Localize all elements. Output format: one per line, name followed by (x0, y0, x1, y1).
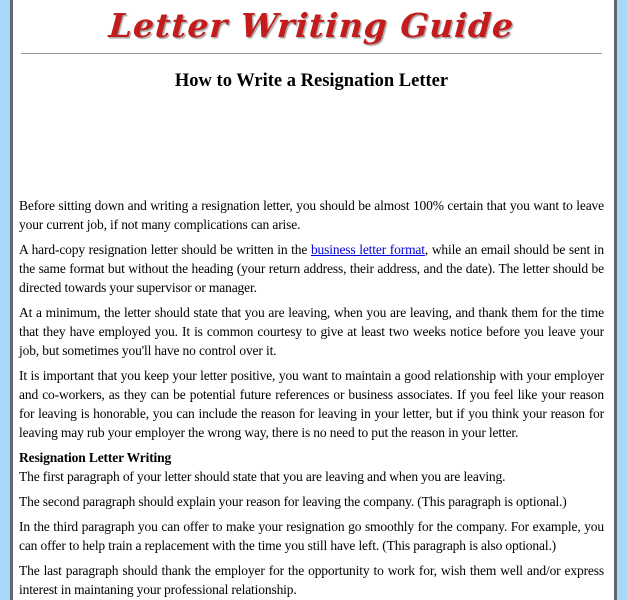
paragraph-third-step: In the third paragraph you can offer to make your resignation go smoothly for the company. For example, you can offer to help train a replacement with the time you still have left. (This paragraph is also optional.) (19, 519, 604, 553)
masthead (19, 0, 604, 46)
paragraph-writing-steps (19, 448, 604, 486)
paragraph-first-step: The first paragraph of your letter should state that you are leaving and when you are leaving. (19, 469, 506, 484)
site-logo[interactable]: Letter Writing Guide (107, 6, 516, 45)
business-letter-format-link[interactable]: business letter format (310, 242, 425, 257)
paragraph-format-text-after: , while an email should be sent in the same format but without the heading (your return address, their address, and the date). The letter should be directed towards your supervisor or manager. (19, 242, 605, 295)
paragraph-intro: Before sitting down and writing a resignation letter, you should be almost 100% certain that you want to leave your current job, if not many complications can arise. (19, 198, 604, 232)
page-title: How to Write a Resignation Letter (174, 71, 449, 91)
section-subheading: Resignation Letter Writing (19, 450, 172, 465)
paragraph-format-text-before: A hard-copy resignation letter should be written in the (19, 242, 311, 257)
paragraph-positive: It is important that you keep your letter positive, you want to maintain a good relationship with your employer and co-workers, as they can be potential future references or business associates. If you feel like your reason for leaving is honorable, you can include the reason for leaving in your letter, but if you think your reason for leaving may rub your employer the wrong way, there is no need to put the reason in your letter. (19, 368, 604, 440)
article-body (19, 196, 604, 599)
paragraph-format (19, 240, 604, 297)
paragraph-second-step: The second paragraph should explain your reason for leaving the company. (This paragraph is optional.) (19, 494, 567, 509)
divider (21, 53, 602, 54)
paragraph-minimum: At a minimum, the letter should state that you are leaving, when you are leaving, and thank them for the time that they have employed you. It is common courtesy to give at least two weeks notice before you leave your job, but sometimes you'll have no control over it. (19, 305, 604, 358)
content-area (10, 0, 617, 600)
paragraph-last-step: The last paragraph should thank the employer for the opportunity to work for, wish them well and/or express interest in maintaning your professional relationship. (19, 563, 604, 597)
